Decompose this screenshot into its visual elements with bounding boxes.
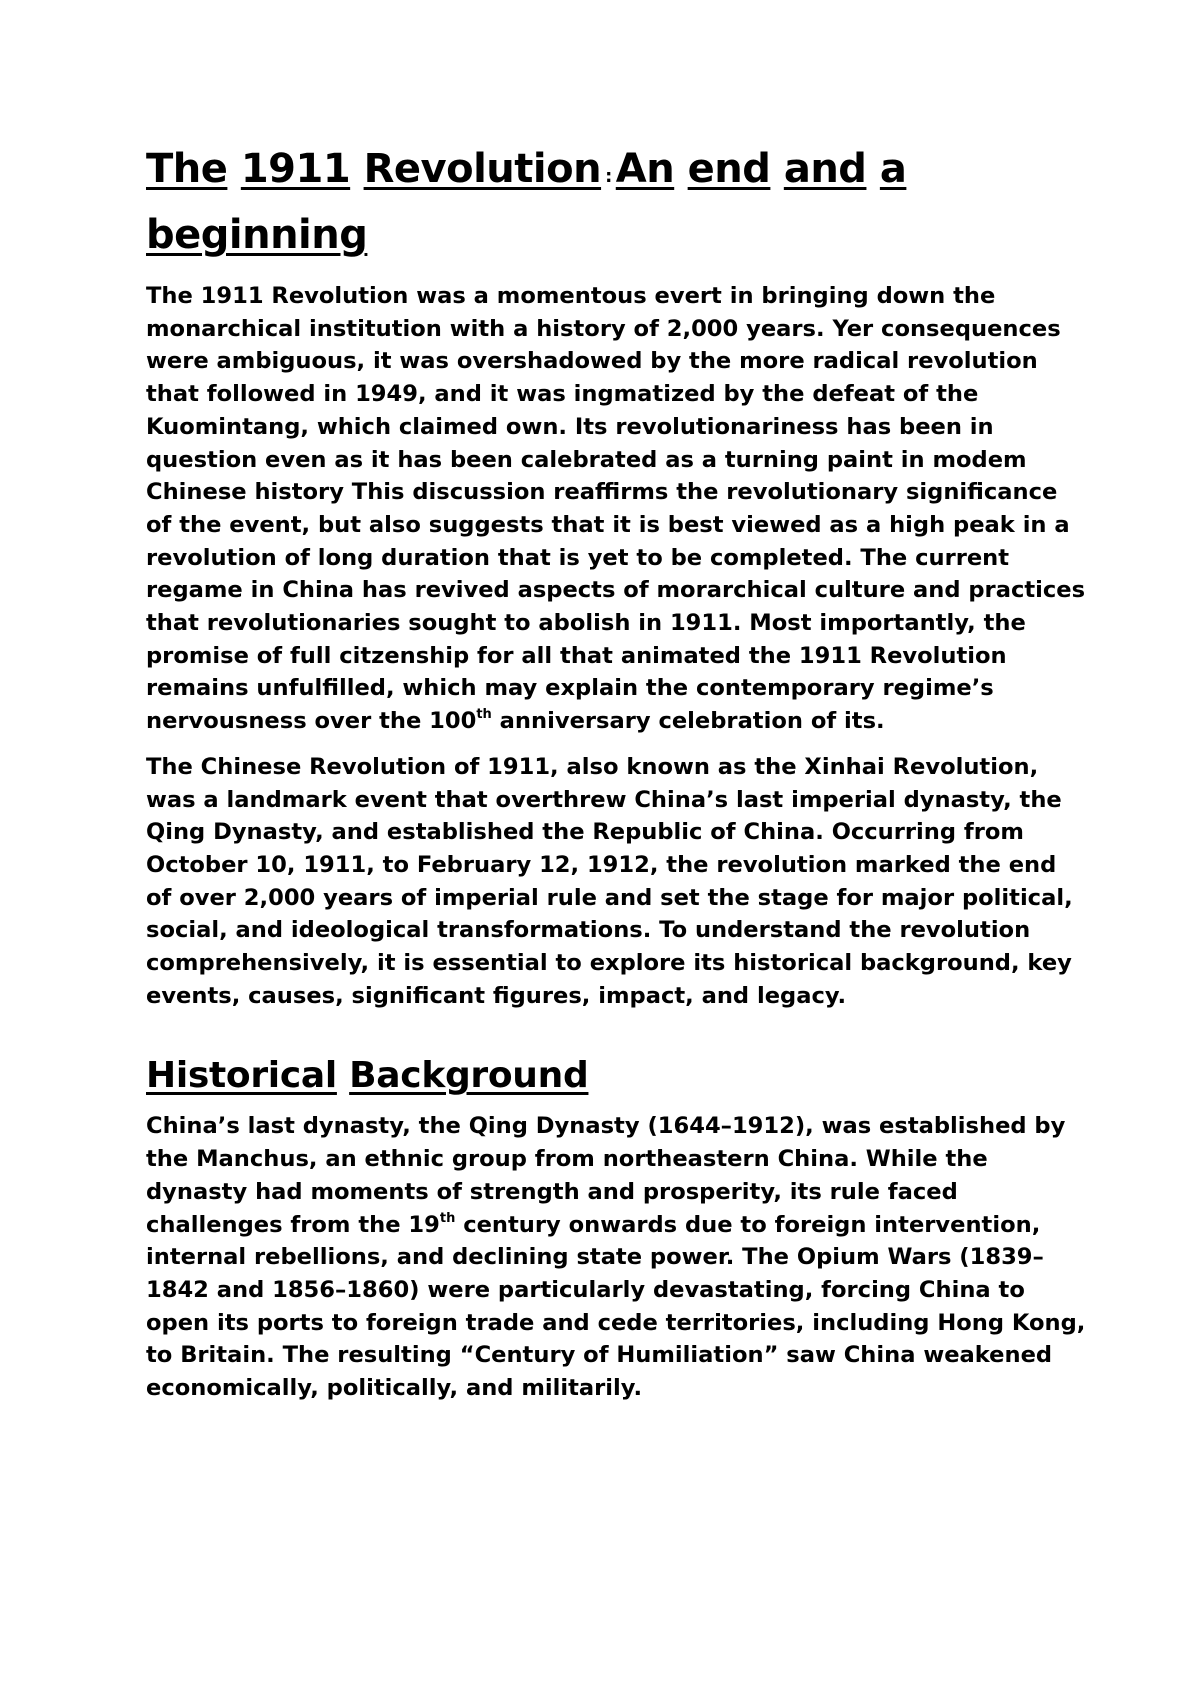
document-title bbox=[146, 140, 1086, 264]
ordinal-suffix: th bbox=[439, 1210, 456, 1226]
intro-paragraph-text: The 1911 Revolution was a momentous evert in bringing down the monarchical institution with a history of 2,000 years. Yer consequences were ambiguous, it was overshadowed by the more radical revolution that followed in 1949, and it was ingmatized by the defeat of the Kuomintang, which claimed own. Its revolutionariness has been in question even as it has been calebrated as a turning paint in modem Chinese history This discussion reaffirms the revolutionary significance of the event, but also suggests that it is best viewed as a high peak in a revolution of long duration that is yet to be completed. The current regame in China has revived aspects of morarchical culture and practices that revolutionaries sought to abolish in 1911. Most importantly, the promise of full citzenship for all that animated the 1911 Revolution remains unfulfilled, which may explain the contemporary regime’s nervousness over the 100 bbox=[146, 283, 1086, 735]
section-heading-historical-background bbox=[146, 1054, 1086, 1098]
document-page bbox=[146, 140, 1086, 1405]
title-word: a bbox=[879, 146, 907, 192]
title-word: An bbox=[615, 146, 675, 192]
overview-paragraph bbox=[146, 751, 1086, 1013]
title-word: The bbox=[146, 146, 228, 192]
background-paragraph-text: China’s last dynasty, the Qing Dynasty (1644–1912), was established by the Manchus, an ethnic group from northeastern China. While the dynasty had moments of strength and prosperity, its rule faced challenges from the 19 bbox=[146, 1113, 1066, 1238]
title-word: end bbox=[687, 146, 771, 192]
ordinal-suffix: th bbox=[476, 707, 492, 723]
title-word: 1911 bbox=[240, 146, 351, 192]
background-paragraph bbox=[146, 1110, 1086, 1404]
title-colon: : bbox=[605, 166, 612, 187]
background-paragraph-tail: century onwards due to foreign intervention, internal rebellions, and declining state power. The Opium Wars (1839–1842 and 1856–1860) were particularly devastating, forcing China to open its ports to foreign trade and cede territories, including Hong Kong, to Britain. The resulting “Century of Humiliation” saw China weakened economically, politically, and militarily. bbox=[146, 1211, 1086, 1402]
title-word: Revolution bbox=[363, 146, 602, 192]
intro-paragraph-tail: anniversary celebration of its. bbox=[491, 708, 885, 735]
heading-word: Background bbox=[349, 1055, 589, 1097]
heading-word: Historical bbox=[146, 1055, 337, 1097]
title-word: and bbox=[783, 146, 867, 192]
intro-paragraph bbox=[146, 280, 1086, 738]
title-word: beginning bbox=[146, 212, 368, 258]
overview-paragraph-text: The Chinese Revolution of 1911, also known as the Xinhai Revolution, was a landmark event that overthrew China’s last imperial dynasty, the Qing Dynasty, and established the Republic of China. Occurring from October 10, 1911, to February 12, 1912, the revolution marked the end of over 2,000 years of imperial rule and set the stage for major political, social, and ideological transformations. To understand the revolution comprehensively, it is essential to explore its historical background, key events, causes, significant figures, impact, and legacy. bbox=[146, 753, 1073, 1009]
